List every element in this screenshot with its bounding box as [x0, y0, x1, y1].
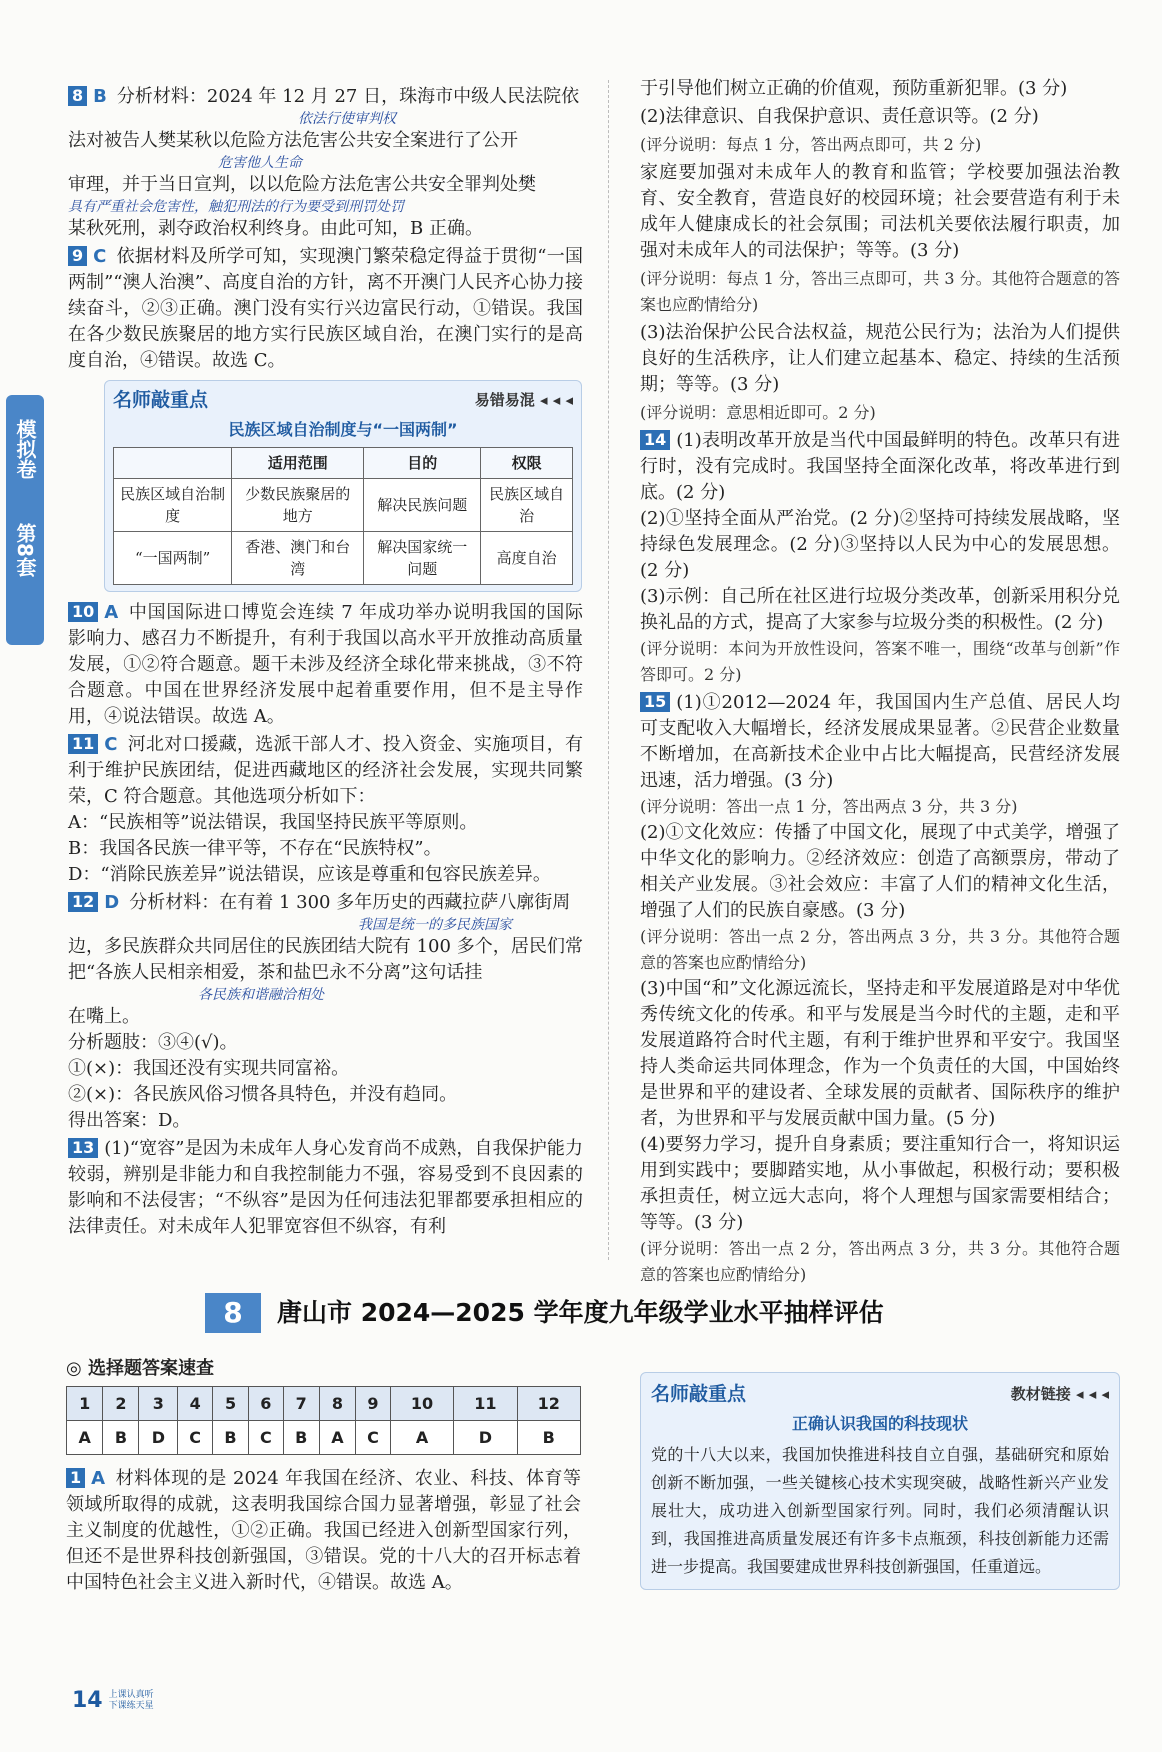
table-row [114, 532, 573, 585]
q8-num: 8 [68, 86, 87, 106]
q11-num: 11 [68, 734, 98, 754]
left-column [68, 84, 583, 1242]
q15-p5: (3)中国“和”文化源远流长，坚持走和平发展道路是对中华优秀传统文化的传承。和平与发展是当今时代的主题，走和平发展道路符合时代主题，有利于维护世界和平安宁。我国坚持人类命运共同体理念，作为一个负责任的大国，中国始终是世界和平的建设者、全球发展的贡献者、国际秩序的维护者，为世界和平与发展贡献中国力量。(5 分) [640, 978, 1120, 1129]
comparison-table [113, 447, 573, 585]
q8 [68, 84, 583, 242]
table-header: 权限 [481, 448, 573, 479]
section-banner [205, 1290, 1005, 1336]
q14 [640, 428, 1120, 688]
quick-answer-icon: ◎ [66, 1358, 88, 1379]
right-column [640, 76, 1120, 1290]
banner-num: 8 [205, 1293, 261, 1333]
quick-ans: B [213, 1421, 249, 1455]
textbook-link-box [640, 1372, 1120, 1590]
q8-text2: 法对被告人樊某秋以危险方法危害公共安全案进行了公开 [68, 130, 518, 151]
quick-ans: C [356, 1421, 391, 1455]
table-cell: 解决国家统一问题 [364, 532, 481, 585]
banner-title: 唐山市 2024—2025 学年度九年级学业水平抽样评估 [277, 1298, 884, 1327]
quick-num: 8 [319, 1387, 355, 1421]
quick-num: 12 [517, 1387, 580, 1421]
quick-answer-table [66, 1386, 581, 1455]
q13-scoring-3: (评分说明：意思相近即可。2 分) [640, 403, 876, 422]
quick-ans: D [139, 1421, 178, 1455]
q14-p1: (1)表明改革开放是当代中国最鲜明的特色。改革只有进行时，没有完成时。我国坚持全面深化改革，将改革进行到底。(2 分) [640, 430, 1120, 503]
q15 [640, 690, 1120, 1288]
q9-text: 依据材料及所学可知，实现澳门繁荣稳定得益于贯彻“一国两制”“澳人治澳”、高度自治的方针，离不开澳门人民齐心协力接续奋斗，②③正确。澳门没有实行兴边富民行动，①错误。我国在各少数民族聚居的地方实行民族区域自治，在澳门实行的是高度自治，④错误。故选 C。 [68, 246, 583, 371]
q12-text1: 分析材料：在有着 1 300 多年历史的西藏拉萨八廓街周 [129, 892, 571, 913]
q8-text1: 分析材料：2024 年 12 月 27 日，珠海市中级人民法院依 [116, 86, 580, 107]
table-cell: 少数民族聚居的地方 [232, 479, 364, 532]
q11-answer: C [104, 734, 118, 755]
quick-ans: D [454, 1421, 517, 1455]
quick-num: 2 [103, 1387, 139, 1421]
q12-line4: 得出答案：D。 [68, 1110, 191, 1131]
quick-num: 7 [283, 1387, 319, 1421]
q14-p3: (3)示例：自己所在社区进行垃圾分类改革，创新采用积分兑换礼品的方式，提高了大家参与垃圾分类的积极性。(2 分) [640, 586, 1120, 633]
q12-num: 12 [68, 892, 98, 912]
quick-ans: A [319, 1421, 355, 1455]
quick-num: 3 [139, 1387, 178, 1421]
q8-text3: 审理，并于当日宣判，以以危险方法危害公共安全罪判处樊 [68, 174, 536, 195]
page-number: 14 [72, 1688, 103, 1713]
q15-p6: (4)要努力学习，提升自身素质；要注重知行合一，将知识运用到实践中；要脚踏实地，从小事做起，积极行动；要积极承担责任，树立远大志向，将个人理想与国家需要相结合；等等。(3 分) [640, 1134, 1120, 1233]
q13-cont-4: (3)法治保护公民合法权益，规范公民行为；法治为人们提供良好的生活秩序，让人们建立起基本、稳定、持续的生活预期；等等。(3 分) [640, 322, 1120, 395]
side-tab-volume: 模拟卷 [13, 419, 37, 479]
q15-p4: (评分说明：答出一点 2 分，答出两点 3 分，共 3 分。其他符合题意的答案也应酌情给分) [640, 927, 1120, 972]
footer-slogan-1: 上课认真听 [108, 1690, 154, 1700]
q8-handwriting3: 具有严重社会危害性，触犯刑法的行为要受到刑罚处罚 [68, 199, 404, 215]
textbook-link-title: 名师敲重点 [651, 1383, 747, 1405]
table-cell: 高度自治 [481, 532, 573, 585]
q15-p2: (评分说明：答出一点 1 分，答出两点 3 分，共 3 分) [640, 797, 1018, 816]
quick-ans: B [103, 1421, 139, 1455]
key-point-tag: 易错易混 ◂ ◂ ◂ [474, 391, 573, 409]
q1-text: 材料体现的是 2024 年我国在经济、农业、科技、体育等领域所取得的成就，这表明我国综合国力显著增强，彰显了社会主义制度的优越性，①②正确。我国已经进入创新型国家行列，但还不是世界科技创新强国，③错误。党的十八大的召开标志着中国特色社会主义进入新时代，④错误。故选 A。 [66, 1468, 581, 1593]
quick-ans: C [178, 1421, 213, 1455]
table-header: 目的 [364, 448, 481, 479]
key-point-box [104, 380, 582, 592]
q1-answer: A [91, 1468, 106, 1489]
q13-cont-1: 于引导他们树立正确的价值观，预防重新犯罪。(3 分) [640, 78, 1068, 99]
q13 [68, 1136, 583, 1240]
table-row [114, 479, 573, 532]
table-cell: 香港、澳门和台湾 [232, 532, 364, 585]
quick-ans: B [283, 1421, 319, 1455]
q8-answer: B [93, 86, 107, 107]
quick-answer-title-text: 选择题答案速查 [87, 1358, 214, 1379]
quick-num: 6 [248, 1387, 283, 1421]
q8-handwriting2: 危害他人生命 [218, 155, 302, 171]
textbook-link-body: 党的十八大以来，我国加快推进科技自立自强，基础研究和原始创新不断加强，一些关键核心技术实现突破，战略性新兴产业发展壮大，成功进入创新型国家行列。同时，我们必须清醒认识到，我国推进高质量发展还有许多卡点瓶颈，科技创新能力还需进一步提高。我国要建成世界科技创新强国，任重道远。 [651, 1445, 1109, 1576]
q9-num: 9 [68, 246, 87, 266]
quick-num: 1 [67, 1387, 103, 1421]
quick-num: 5 [213, 1387, 249, 1421]
q15-p1: (1)①2012—2024 年，我国国内生产总值、居民人均可支配收入大幅增长，经济发展成果显著。②民营企业数量不断增加，在高新技术企业中占比大幅提高，民营经济发展迅速，活力增强。(3 分) [640, 692, 1120, 791]
key-point-title: 名师敲重点 [113, 389, 209, 411]
q14-num: 14 [640, 430, 670, 450]
q11-option-a: A：“民族相等”说法错误，我国坚持民族平等原则。 [68, 812, 478, 833]
q10-text: 中国国际进口博览会连续 7 年成功举办说明我国的国际影响力、感召力不断提升，有利于我国以高水平开放推动高质量发展，①②符合题意。题干未涉及经济全球化带来挑战，③不符合题意。中国在世界经济发展中起着重要作用，但不是主导作用，④说法错误。故选 A。 [68, 602, 583, 727]
table-header-row [114, 448, 573, 479]
q15-p3: (2)①文化效应：传播了中国文化，展现了中式美学，增强了中华文化的影响力。②经济效应：创造了高额票房，带动了相关产业发展。③社会效应：丰富了人们的精神文化生活，增强了人们的民族自豪感。(3 分) [640, 822, 1120, 921]
key-point-subtitle: 民族区域自治制度与“一国两制” [228, 420, 458, 439]
q13-num: 13 [68, 1138, 98, 1158]
textbook-link-tag: 教材链接 ◂ ◂ ◂ [1010, 1385, 1109, 1403]
quick-ans: A [390, 1421, 453, 1455]
q8-handwriting1: 依法行使审判权 [298, 111, 396, 127]
q12-text2: 边，多民族群众共同居住的民族团结大院有 100 多个，居民们常把“各族人民相亲相爱，茶和盐巴永不分离”这句话挂 [68, 936, 583, 983]
q8-text4: 某秋死刑，剥夺政治权利终身。由此可知，B 正确。 [68, 218, 483, 239]
q15-num: 15 [640, 692, 670, 712]
q9-answer: C [93, 246, 107, 267]
q13-cont-2: (2)法律意识、自我保护意识、责任意识等。(2 分) [640, 106, 1039, 127]
footer-slogan [109, 1690, 154, 1712]
table-cell: “一国两制” [114, 532, 232, 585]
quick-ans: B [517, 1421, 580, 1455]
q10-num: 10 [68, 602, 98, 622]
q14-p4: (评分说明：本问为开放性设问，答案不唯一，围绕“改革与创新”作答即可。2 分) [640, 639, 1120, 684]
q12-answer: D [104, 892, 120, 913]
q13-scoring-1: (评分说明：每点 1 分，答出两点即可，共 2 分) [640, 135, 982, 154]
table-header: 适用范围 [232, 448, 364, 479]
q15-p7: (评分说明：答出一点 2 分，答出两点 3 分，共 3 分。其他符合题意的答案也应酌情给分) [640, 1239, 1120, 1284]
q10-answer: A [104, 602, 119, 623]
table-header [114, 448, 232, 479]
q11-option-d: D：“消除民族差异”说法错误，应该是尊重和包容民族差异。 [68, 864, 551, 885]
quick-answer-title [66, 1356, 581, 1382]
q12-handwriting2: 各民族和谐融洽相处 [198, 987, 324, 1003]
quick-num: 10 [390, 1387, 453, 1421]
footer-slogan-2: 下课练天星 [108, 1701, 154, 1711]
q12-line3: ②(×)：各民族风俗习惯各具特色，并没有趋同。 [68, 1084, 458, 1105]
q12 [68, 890, 583, 1134]
q12-line1: 分析题肢：③④(√)。 [68, 1032, 238, 1053]
q11-text: 河北对口援藏，选派干部人才、投入资金、实施项目，有利于维护民族团结，促进西藏地区的经济社会发展，实现共同繁荣，C 符合题意。其他选项分析如下： [68, 734, 583, 807]
textbook-link-subtitle: 正确认识我国的科技现状 [791, 1414, 968, 1433]
q13-scoring-2: (评分说明：每点 1 分，答出三点即可，共 3 分。其他符合题意的答案也应酌情给分) [640, 269, 1120, 314]
q9 [68, 244, 583, 374]
side-tab-set: 第8套 [13, 523, 37, 577]
quick-num-row [67, 1387, 581, 1421]
q13-cont-3: 家庭要加强对未成年人的教育和监管；学校要加强法治教育、安全教育，营造良好的校园环境；社会要营造有利于未成年人健康成长的社会氛围；司法机关要依法履行职责，加强对未成年人的司法保护；等等。(3 分) [640, 162, 1120, 261]
table-cell: 解决民族问题 [364, 479, 481, 532]
q1-num: 1 [66, 1468, 85, 1488]
quick-ans: C [248, 1421, 283, 1455]
q1 [66, 1466, 581, 1596]
column-divider [608, 80, 609, 1260]
quick-answer-row [67, 1421, 581, 1455]
q10 [68, 600, 583, 730]
q11-option-b: B：我国各民族一律平等，不存在“民族特权”。 [68, 838, 442, 859]
quick-num: 9 [356, 1387, 391, 1421]
quick-num: 4 [178, 1387, 213, 1421]
q14-p2: (2)①坚持全面从严治党。(2 分)②坚持可持续发展战略，坚持绿色发展理念。(2 分)③坚持以人民为中心的发展思想。(2 分) [640, 508, 1120, 581]
q12-line2: ①(×)：我国还没有实现共同富裕。 [68, 1058, 350, 1079]
side-tab [6, 395, 44, 645]
quick-num: 11 [454, 1387, 517, 1421]
table-cell: 民族区域自治制度 [114, 479, 232, 532]
quick-answer-section [66, 1356, 581, 1455]
q13-text: (1)“宽容”是因为未成年人身心发育尚不成熟，自我保护能力较弱，辨别是非能力和自我控制能力不强，容易受到不良因素的影响和不法侵害；“不纵容”是因为任何违法犯罪都要承担相应的法律责任。对未成年人犯罪宽容但不纵容，有利 [68, 1138, 583, 1237]
quick-ans: A [67, 1421, 103, 1455]
q11 [68, 732, 583, 888]
table-cell: 民族区域自治 [481, 479, 573, 532]
page-footer [72, 1688, 154, 1714]
q12-handwriting1: 我国是统一的多民族国家 [358, 917, 512, 933]
q12-text3: 在嘴上。 [68, 1006, 140, 1027]
